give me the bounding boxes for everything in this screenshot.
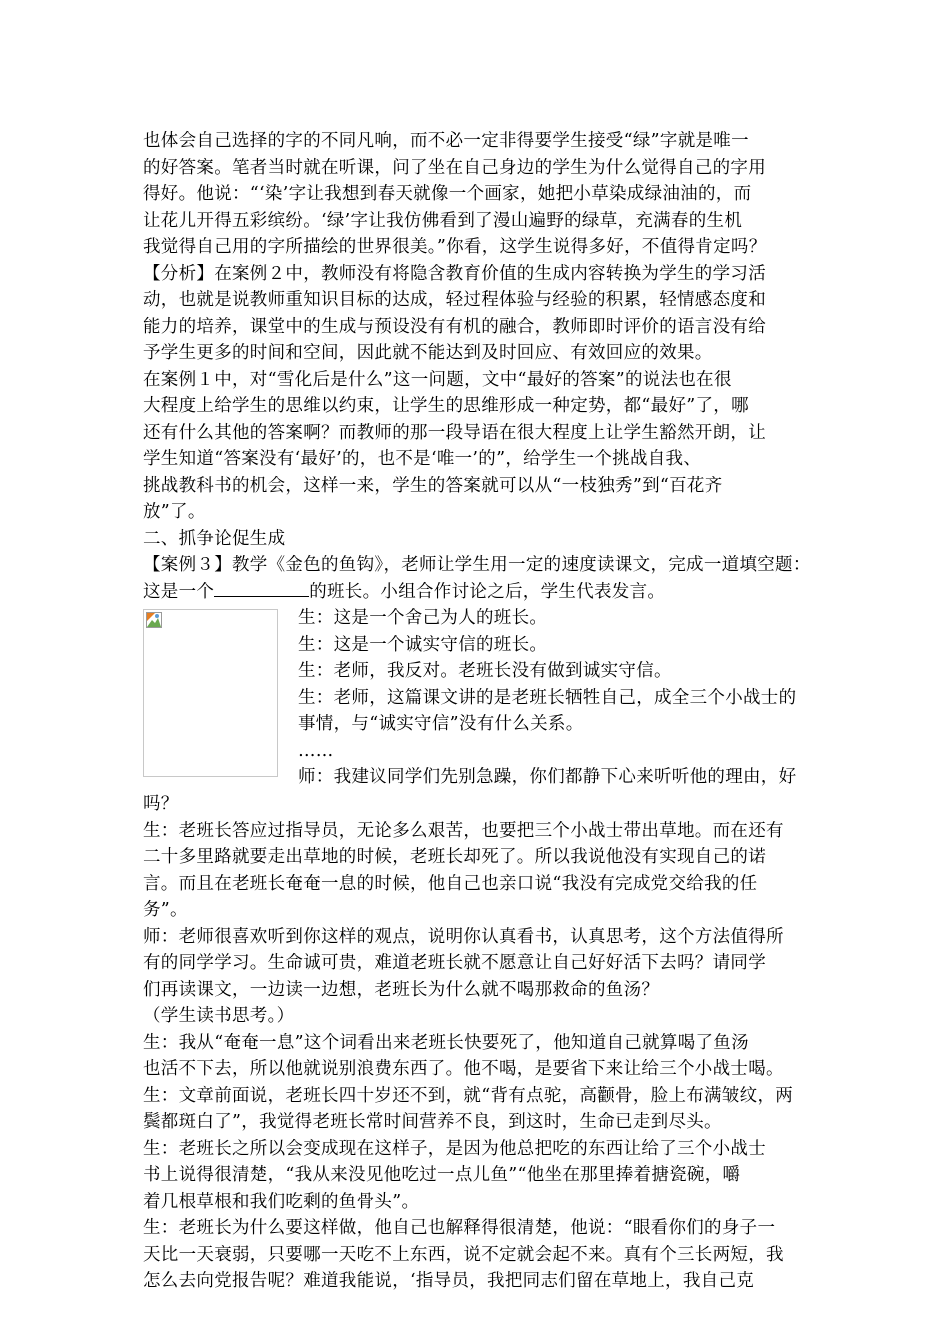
document-body: [143, 128, 813, 1295]
text-line-bottom-6: 有的同学学习。生命诚可贵，难道老班长就不愿意让自己好好活下去吗？请同学: [143, 953, 766, 973]
text-line-top-6: 动，也就是说教师重知识目标的达成，轻过程体验与经验的积累，轻情感态度和: [143, 290, 766, 310]
text-line-top-14: 放”了。: [143, 502, 206, 522]
text-line-bottom-13: 生：老班长之所以会变成现在这样子，是因为他总把吃的东西让给了三个小战士: [143, 1138, 766, 1159]
text-line-bottom-9: 生：我从“奄奄一息”这个词看出来老班长快要死了，他知道自己就算喝了鱼汤: [143, 1032, 749, 1053]
text-block-bottom: [143, 791, 813, 1295]
text-line-bottom-10: 也活不下去，所以他就说别浪费东西了。他不喝，是要省下来让给三个小战士喝。: [143, 1059, 784, 1079]
text-line-top-16: 【案例３】教学《金色的鱼钩》，老师让学生用一定的速度读课文，完成一道填空题：: [143, 555, 811, 575]
text-line-top-8: 予学生更多的时间和空间，因此就不能达到及时回应、有效回应的效果。: [143, 343, 713, 363]
text-line-bottom-7: 们再读课文，一边读一边想，老班长为什么就不喝那救命的鱼汤？: [143, 979, 660, 1000]
text-line-side-3: 生：老师，这篇课文讲的是老班长牺牲自己，成全三个小战士的: [298, 687, 797, 708]
text-line-top-4: 我觉得自己用的字所描绘的世界很美。”你看，这学生说得多好，不值得肯定吗？: [143, 237, 767, 257]
text-line-top-2: 得好。他说：“‘染’字让我想到春天就像一个画家，她把小草染成绿油油的，而: [143, 184, 752, 204]
text-line-bottom-1: 生：老班长答应过指导员，无论多么艰苦，也要把三个小战士带出草地。而在还有: [143, 820, 784, 841]
text-line-bottom-16: 生：老班长为什么要这样做，他自己也解释得很清楚，他说：“眼看你们的身子一: [143, 1218, 776, 1238]
text-line-bottom-0: 吗？: [143, 794, 179, 814]
text-line-bottom-3: 言。而且在老班长奄奄一息的时候，他自己也亲口说“我没有完成党交给我的任: [143, 873, 758, 894]
text-line-top-5: 【分析】在案例２中，教师没有将隐含教育价值的生成内容转换为学生的学习活: [143, 263, 766, 284]
text-line-bottom-11: 生：文章前面说，老班长四十岁还不到，就“背有点驼，高颧骨，脸上布满皱纹，两: [143, 1085, 794, 1106]
text-line-side-1: 生：这是一个诚实守信的班长。: [298, 634, 548, 655]
text-line-side-5: ……: [298, 740, 334, 761]
text-line-bottom-4: 务”。: [143, 900, 188, 920]
text-line-bottom-8: （学生读书思考。）: [143, 1006, 295, 1026]
text-line-bottom-17: 天比一天衰弱，只要哪一天吃不上东西，说不定就会起不来。真有个三长两短，我: [143, 1244, 784, 1265]
fill-line-before: 这是一个: [143, 581, 215, 602]
text-line-top-13: 挑战教科书的机会，这样一来，学生的答案就可以从“一枝独秀”到“百花齐: [143, 475, 723, 496]
broken-image-icon: [146, 612, 162, 628]
fill-line-after: 的班长。小组合作讨论之后，学生代表发言。: [309, 581, 666, 602]
text-line-side-0: 生：这是一个舍己为人的班长。: [298, 608, 548, 628]
text-line-bottom-18: 怎么去向党报告呢？难道我能说，‘指导员，我把同志们留在草地上，我自己克: [143, 1271, 755, 1291]
text-line-bottom-5: 师：老师很喜欢听到你这样的观点，说明你认真看书，认真思考，这个方法值得所: [143, 926, 784, 947]
text-line-side-4: 事情，与“诚实守信”没有什么关系。: [298, 714, 584, 734]
fill-in-blank-line: [143, 579, 813, 606]
text-line-bottom-15: 着几根草根和我们吃剩的鱼骨头”。: [143, 1191, 420, 1212]
text-line-top-10: 大程度上给学生的思维以约束，让学生的思维形成一种定势，都“最好”了，哪: [143, 396, 749, 416]
text-line-side-6: 师：我建议同学们先别急躁，你们都静下心来听听他的理由，好: [298, 767, 797, 787]
text-line-side-2: 生：老师，我反对。老班长没有做到诚实守信。: [298, 661, 672, 681]
text-line-top-3: 让花儿开得五彩缤纷。‘绿’字让我仿佛看到了漫山遍野的绿草，充满春的生机: [143, 210, 743, 231]
text-block-top: [143, 128, 813, 579]
blank-underline: [214, 580, 309, 597]
text-line-bottom-12: 鬓都斑白了”，我觉得老班长常时间营养不良，到这时，生命已走到尽头。: [143, 1112, 722, 1132]
text-line-bottom-14: 书上说得很清楚，“我从来没见他吃过一点儿鱼”“他坐在那里捧着搪瓷碗，嚼: [143, 1165, 741, 1185]
image-with-text: [143, 605, 813, 791]
text-line-top-12: 学生知道“答案没有‘最好’的，也不是‘唯一’的”，给学生一个挑战自我、: [143, 449, 702, 469]
text-line-top-15: 二、抓争论促生成: [143, 528, 286, 549]
text-line-top-11: 还有什么其他的答案啊？而教师的那一段导语在很大程度上让学生豁然开朗，让: [143, 422, 766, 443]
text-line-top-1: 的好答案。笔者当时就在听课，问了坐在自己身边的学生为什么觉得自己的字用: [143, 157, 766, 178]
text-line-top-0: 也体会自己选择的字的不同凡响，而不必一定非得要学生接受“绿”字就是唯一: [143, 131, 749, 151]
image-side-text: [298, 605, 813, 791]
text-line-top-9: 在案例１中，对“雪化后是什么”这一问题，文中“最好的答案”的说法也在很: [143, 369, 732, 390]
text-line-top-7: 能力的培养，课堂中的生成与预设没有有机的融合，教师即时评价的语言没有给: [143, 316, 766, 337]
broken-image-placeholder: [143, 609, 278, 777]
text-line-bottom-2: 二十多里路就要走出草地的时候，老班长却死了。所以我说他没有实现自己的诺: [143, 847, 766, 867]
